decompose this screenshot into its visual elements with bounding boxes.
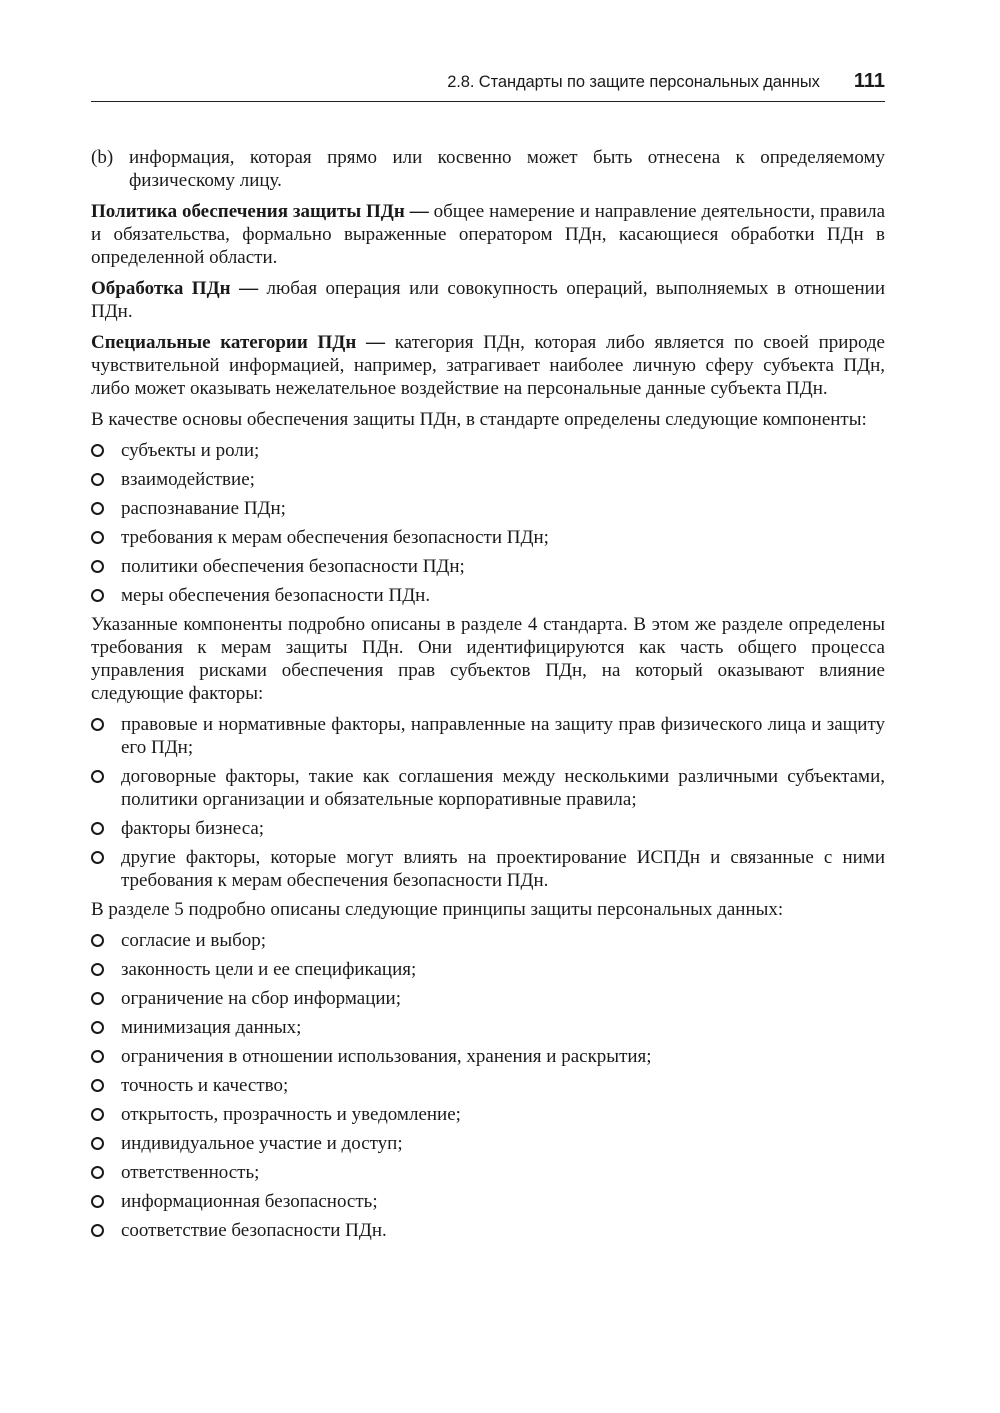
page-content (91, 146, 885, 1242)
list-item (91, 1219, 885, 1242)
paragraph-components-intro: В качестве основы обеспечения защиты ПДн, в стандарте определены следующие компоненты: (91, 409, 867, 430)
circle-bullet-icon (91, 770, 104, 783)
list-item (91, 1045, 885, 1068)
list-item (91, 1016, 885, 1039)
circle-bullet-icon (91, 718, 104, 731)
definition-processing (91, 277, 885, 323)
list-item-text: ограничение на сбор информации; (121, 988, 401, 1009)
definition-text: категория ПДн, которая либо является по своей природе чувствительной информацией, например, затрагивает наиболее личную сферу субъекта ПДн, либо может оказывать нежелательное воздействие на персональные данные субъекта ПДн. (91, 332, 885, 399)
circle-bullet-icon (91, 531, 104, 544)
header-section-title: 2.8. Стандарты по защите персональных данных (447, 73, 820, 91)
principles-list (91, 929, 885, 1242)
circle-bullet-icon (91, 1079, 104, 1092)
paragraph-section-5: В разделе 5 подробно описаны следующие принципы защиты персональных данных: (91, 899, 784, 920)
item-b-text: информация, которая прямо или косвенно может быть отнесена к определяемому физическому лицу. (129, 147, 885, 191)
list-item (91, 1190, 885, 1213)
list-item-text: открытость, прозрачность и уведомление; (121, 1104, 461, 1125)
circle-bullet-icon (91, 934, 104, 947)
list-item-text: точность и качество; (121, 1075, 289, 1096)
list-item (91, 584, 885, 607)
components-list (91, 439, 885, 607)
list-item (91, 929, 885, 952)
circle-bullet-icon (91, 502, 104, 515)
circle-bullet-icon (91, 1166, 104, 1179)
list-item (91, 1074, 885, 1097)
list-item (91, 846, 885, 892)
list-item-text: законность цели и ее спецификация; (121, 959, 417, 980)
list-item-text: меры обеспечения безопасности ПДн. (121, 585, 431, 606)
circle-bullet-icon (91, 992, 104, 1005)
list-item-text: распознавание ПДн; (121, 498, 286, 519)
list-item (91, 526, 885, 549)
circle-bullet-icon (91, 473, 104, 486)
list-item-text: договорные факторы, такие как соглашения между несколькими различными субъектами, политики организации и обязательные корпоративные правила; (121, 766, 885, 810)
circle-bullet-icon (91, 851, 104, 864)
list-item (91, 439, 885, 462)
list-item (91, 713, 885, 759)
definition-policy (91, 200, 885, 269)
circle-bullet-icon (91, 1108, 104, 1121)
list-item-text: минимизация данных; (121, 1017, 302, 1038)
circle-bullet-icon (91, 1224, 104, 1237)
definition-term: Специальные категории ПДн — (91, 332, 385, 353)
list-item (91, 958, 885, 981)
circle-bullet-icon (91, 589, 104, 602)
list-item-text: ограничения в отношении использования, хранения и раскрытия; (121, 1046, 652, 1067)
list-item-text: соответствие безопасности ПДн. (121, 1220, 387, 1241)
definition-special-categories (91, 331, 885, 400)
list-item (91, 468, 885, 491)
circle-bullet-icon (91, 1195, 104, 1208)
list-item (91, 1161, 885, 1184)
list-item (91, 987, 885, 1010)
list-item-text: индивидуальное участие и доступ; (121, 1133, 403, 1154)
circle-bullet-icon (91, 444, 104, 457)
list-item-text: субъекты и роли; (121, 440, 260, 461)
circle-bullet-icon (91, 1050, 104, 1063)
page-number: 111 (853, 70, 885, 92)
circle-bullet-icon (91, 1021, 104, 1034)
list-item (91, 765, 885, 811)
definition-text: любая операция или совокупность операций, выполняемых в отношении ПДн. (91, 278, 886, 322)
list-item-text: политики обеспечения безопасности ПДн; (121, 556, 465, 577)
factors-list (91, 713, 885, 892)
list-item-text: взаимодействие; (121, 469, 255, 490)
list-item (91, 1103, 885, 1126)
item-b-marker: (b) (91, 147, 114, 168)
definition-term: Политика обеспечения защиты ПДн — (91, 201, 429, 222)
list-item-text: информационная безопасность; (121, 1191, 378, 1212)
list-item (91, 497, 885, 520)
list-item-text: ответственность; (121, 1162, 260, 1183)
list-item-text: требования к мерам обеспечения безопасности ПДн; (121, 527, 549, 548)
list-item (91, 1132, 885, 1155)
definition-term: Обработка ПДн — (91, 278, 259, 299)
book-page (91, 70, 885, 1248)
circle-bullet-icon (91, 822, 104, 835)
list-item (91, 555, 885, 578)
list-item (91, 817, 885, 840)
list-item-text: правовые и нормативные факторы, направленные на защиту прав физического лица и защиту его ПДн; (121, 714, 885, 758)
paragraph-section-4: Указанные компоненты подробно описаны в разделе 4 стандарта. В этом же разделе определены требования к мерам защиты ПДн. Они идентифицируются как часть общего процесса управления рисками обеспечения прав субъектов ПДн, на который оказывают влияние следующие факторы: (91, 614, 885, 704)
circle-bullet-icon (91, 963, 104, 976)
list-item-text: согласие и выбор; (121, 930, 267, 951)
circle-bullet-icon (91, 560, 104, 573)
definition-text: общее намерение и направление деятельности, правила и обязательства, формально выраженные оператором ПДн, касающиеся обработки ПДн в определенной области. (91, 201, 885, 268)
list-item-text: факторы бизнеса; (121, 818, 265, 839)
list-item-b (91, 146, 885, 192)
circle-bullet-icon (91, 1137, 104, 1150)
list-item-text: другие факторы, которые могут влиять на проектирование ИСПДн и связанные с ними требования к мерам обеспечения безопасности ПДн. (121, 847, 885, 891)
running-header (91, 70, 885, 102)
